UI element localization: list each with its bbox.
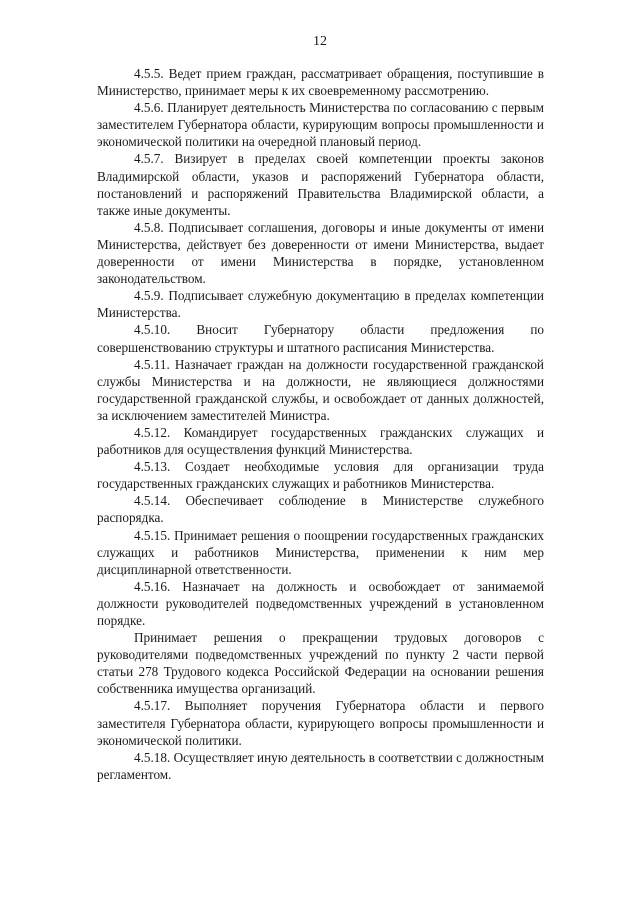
paragraph-4-5-8: 4.5.8. Подписывает соглашения, договоры и иные документы от имени Министерства, действует без доверенности от имени Министерства, выдает доверенности от имени Министерства в порядке, установленном законодательством. — [97, 219, 544, 287]
paragraph-4-5-16-continued: Принимает решения о прекращении трудовых договоров с руководителями подведомственных учреждений по пункту 2 части первой статьи 278 Трудового кодекса Российской Федерации на основании решения собственника имущества организаций. — [97, 630, 544, 697]
paragraph-4-5-7: 4.5.7. Визирует в пределах своей компетенции проекты законов Владимирской области, указов и распоряжений Губернатора области, постановлений и распоряжений Правительства Владимирской области, а также иные документы. — [97, 151, 544, 218]
paragraph-4-5-16: 4.5.16. Назначает на должность и освобождает от занимаемой должности руководителей подведомственных учреждений в установленном порядке. — [97, 578, 544, 628]
paragraph-4-5-9: 4.5.9. Подписывает служебную документацию в пределах компетенции Министерства. — [97, 288, 544, 321]
paragraph-4-5-5: 4.5.5. Ведет прием граждан, рассматривает обращения, поступившие в Министерство, принимает меры к их своевременному рассмотрению. — [97, 66, 544, 99]
page-number: 12 — [313, 34, 327, 49]
paragraph-4-5-14: 4.5.14. Обеспечивает соблюдение в Министерстве служебного распорядка. — [97, 493, 544, 526]
paragraph-4-5-15: 4.5.15. Принимает решения о поощрении государственных гражданских служащих и работников Министерства, применении к ним мер дисциплинарной ответственности. — [97, 527, 544, 577]
paragraph-4-5-17: 4.5.17. Выполняет поручения Губернатора области и первого заместителя Губернатора области, курирующего вопросы промышленности и экономической политики. — [97, 698, 544, 748]
paragraph-4-5-11: 4.5.11. Назначает граждан на должности государственной гражданской службы Министерства и на должности, не являющиеся должностями государственной гражданской службы, и освобождает от данных должностей, за исключением заместителей Министра. — [97, 356, 544, 423]
paragraph-4-5-6: 4.5.6. Планирует деятельность Министерства по согласованию с первым заместителем Губернатора области, курирующим вопросы промышленности и экономической политики на очередной плановый период. — [97, 100, 544, 150]
paragraph-4-5-13: 4.5.13. Создает необходимые условия для организации труда государственных гражданских служащих и работников Министерства. — [97, 459, 544, 492]
paragraph-4-5-12: 4.5.12. Командирует государственных гражданских служащих и работников для осуществления функций Министерства. — [97, 424, 544, 458]
paragraph-4-5-18: 4.5.18. Осуществляет иную деятельность в соответствии с должностным регламентом. — [97, 749, 544, 782]
paragraph-4-5-10: 4.5.10. Вносит Губернатору области предложения по совершенствованию структуры и штатного расписания Министерства. — [97, 322, 544, 355]
document-body — [97, 65, 544, 783]
